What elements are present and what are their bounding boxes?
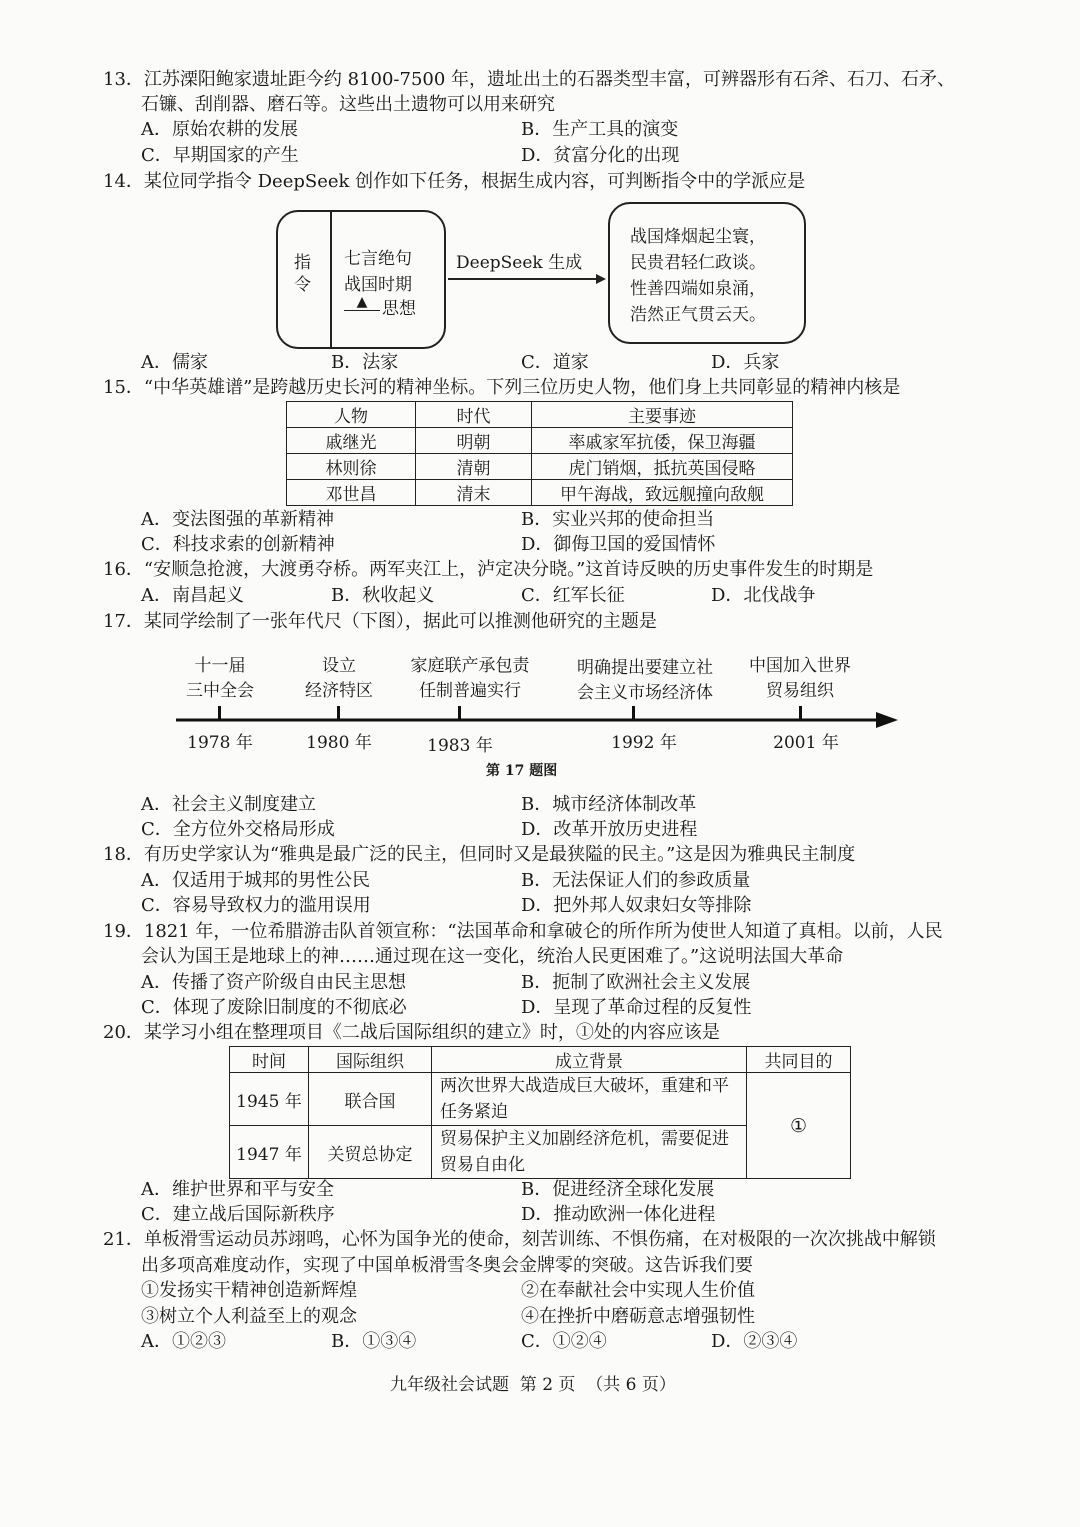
instruction-line3: 思想 [382, 299, 416, 319]
event-line: 贸易组织 [766, 681, 834, 701]
q14-option-b: B．法家 [331, 352, 399, 373]
arrow-label: DeepSeek 生成 [456, 253, 583, 273]
heroes-table [286, 401, 793, 506]
q18-stem: 18．有历史学家认为“雅典是最广泛的民主，但同时又是最狭隘的民主。”这是因为雅典民主制度 [103, 844, 856, 865]
q20-option-a: A．维护世界和平与安全 [141, 1179, 334, 1200]
q13-stem-line2: 石镰、刮削器、磨石等。这些出土遗物可以用来研究 [141, 94, 555, 115]
q17-stem: 17．某同学绘制了一张年代尺（下图），据此可以推测他研究的主题是 [103, 611, 657, 632]
q19-option-d: D．呈现了革命过程的反复性 [521, 997, 752, 1018]
q20-option-d: D．推动欧洲一体化进程 [521, 1204, 716, 1225]
table-cell: 1945 年 [230, 1073, 309, 1126]
timeline-event-1992 [560, 656, 730, 706]
timeline-tick [799, 706, 802, 720]
table-row [287, 480, 793, 506]
poem-line3: 性善四端如泉涌， [630, 279, 766, 299]
q20-option-b: B．促进经济全球化发展 [521, 1179, 715, 1200]
q21-statement-3: ③树立个人利益至上的观念 [141, 1306, 357, 1327]
q18-option-b: B．无法保证人们的参政质量 [521, 870, 751, 891]
instruction-line1: 七言绝句 [344, 249, 412, 269]
event-line: 会主义市场经济体 [577, 683, 713, 703]
q15-option-a: A．变法图强的革新精神 [141, 509, 334, 530]
merged-cell-blank: ① [747, 1073, 851, 1179]
table-cell: 关贸总协定 [309, 1126, 432, 1179]
table-cell: 甲午海战，致远舰撞向敌舰 [532, 480, 793, 506]
timeline-year: 2001 年 [773, 733, 839, 753]
q16-option-a: A．南昌起义 [141, 585, 244, 606]
q17-option-a: A．社会主义制度建立 [141, 794, 316, 815]
event-line: 十一届 [194, 656, 246, 676]
table-cell: 贸易保护主义加剧经济危机，需要促进贸易自由化 [432, 1126, 747, 1179]
table-row [230, 1073, 851, 1126]
q21-statement-2: ②在奉献社会中实现人生价值 [521, 1280, 755, 1301]
q15-stem: 15．“中华英雄谱”是跨越历史长河的精神坐标。下列三位历史人物，他们身上共同彰显的精神内核是 [103, 377, 901, 398]
timeline-year: 1983 年 [427, 736, 493, 756]
table-header: 时代 [416, 402, 532, 428]
table-cell: 1947 年 [230, 1126, 309, 1179]
q16-option-c: C．红军长征 [521, 585, 625, 606]
q19-option-b: B．扼制了欧洲社会主义发展 [521, 972, 751, 993]
q18-option-a: A．仅适用于城邦的男性公民 [141, 870, 370, 891]
q21-statement-1: ①发扬实干精神创造新辉煌 [141, 1280, 357, 1301]
q13-option-a: A．原始农耕的发展 [141, 119, 298, 140]
table-cell: 两次世界大战造成巨大破坏，重建和平任务紧迫 [432, 1073, 747, 1126]
timeline-axis [176, 710, 902, 730]
timeline-tick [632, 706, 635, 720]
q20-option-c: C．建立战后国际新秩序 [141, 1204, 335, 1225]
event-line: 明确提出要建立社 [577, 658, 713, 678]
table-header: 人物 [287, 402, 416, 428]
q15-option-c: C．科技求索的创新精神 [141, 534, 335, 555]
q16-stem: 16．“安顺急抢渡，大渡勇夺桥。两军夹江上，泸定决分晓。”这首诗反映的历史事件发生的时期是 [103, 559, 874, 580]
table-header: 主要事迹 [532, 402, 793, 428]
timeline-year: 1992 年 [611, 733, 677, 753]
table-cell: 邓世昌 [287, 480, 416, 506]
timeline-event-1980 [279, 654, 399, 704]
timeline-event-1983 [395, 654, 545, 704]
q18-option-c: C．容易导致权力的滥用误用 [141, 895, 371, 916]
table-header: 共同目的 [747, 1047, 851, 1073]
q19-option-c: C．体现了废除旧制度的不彻底必 [141, 997, 407, 1018]
table-row [287, 428, 793, 454]
table-header: 国际组织 [309, 1047, 432, 1073]
table-header: 成立背景 [432, 1047, 747, 1073]
poem-box [608, 202, 806, 344]
q13-option-d: D．贫富分化的出现 [521, 145, 680, 166]
q14-option-a: A．儒家 [141, 352, 208, 373]
table-cell: 林则徐 [287, 454, 416, 480]
timeline-year: 1978 年 [187, 733, 253, 753]
q13-stem-line1: 13．江苏溧阳鲍家遗址距今约 8100-7500 年，遗址出土的石器类型丰富，可辨器形有石斧、石刀、石矛、 [103, 69, 956, 90]
q18-option-d: D．把外邦人奴隶妇女等排除 [521, 895, 752, 916]
q17-option-b: B．城市经济体制改革 [521, 794, 697, 815]
timeline-tick [218, 706, 221, 720]
q20-stem: 20．某学习小组在整理项目《二战后国际组织的建立》时，①处的内容应该是 [103, 1022, 720, 1043]
poem-line4: 浩然正气贯云天。 [630, 305, 766, 325]
event-line: 经济特区 [305, 681, 373, 701]
q15-option-d: D．御侮卫国的爱国情怀 [521, 534, 716, 555]
q14-option-c: C．道家 [521, 352, 589, 373]
q19-stem-line1: 19．1821 年，一位希腊游击队首领宣称：“法国革命和拿破仑的所作所为使世人知道了真相。以前，人民 [103, 921, 943, 942]
q21-stem-line1: 21．单板滑雪运动员苏翊鸣，心怀为国争光的使命，刻苦训练、不惧伤痛，在对极限的一次次挑战中解锁 [103, 1229, 936, 1250]
instruction-line2: 战国时期 [344, 275, 412, 295]
event-line: 设立 [322, 656, 356, 676]
table-cell: 戚继光 [287, 428, 416, 454]
arrow-right-icon [446, 272, 608, 286]
q19-stem-line2: 会认为国王是地球上的神……通过现在这一变化，统治人民更困难了。”这说明法国大革命 [141, 946, 844, 967]
figure-caption: 第 17 题图 [486, 763, 558, 779]
q19-option-a: A．传播了资产阶级自由民主思想 [141, 972, 406, 993]
poem-line2: 民贵君轻仁政谈。 [630, 253, 766, 273]
q21-option-b: B．①③④ [331, 1331, 417, 1352]
q15-option-b: B．实业兴邦的使命担当 [521, 509, 715, 530]
q21-option-d: D．②③④ [711, 1331, 798, 1352]
q21-option-a: A．①②③ [141, 1331, 226, 1352]
event-line: 三中全会 [186, 681, 254, 701]
event-line: 家庭联产承包责 [410, 656, 530, 676]
table-cell: 虎门销烟，抵抗英国侵略 [532, 454, 793, 480]
table-cell: 联合国 [309, 1073, 432, 1126]
instruction-box [276, 210, 446, 349]
q16-option-b: B．秋收起义 [331, 585, 435, 606]
event-line: 中国加入世界 [749, 656, 851, 676]
q13-option-c: C．早期国家的产生 [141, 145, 299, 166]
poem-line1: 战国烽烟起尘寰， [630, 227, 766, 247]
q16-option-d: D．北伐战争 [711, 585, 816, 606]
event-line: 任制普遍实行 [419, 681, 521, 701]
timeline-tick [337, 706, 340, 720]
table-cell: 明朝 [416, 428, 532, 454]
table-cell: 率戚家军抗倭，保卫海疆 [532, 428, 793, 454]
page-footer: 九年级社会试题 第 2 页 （共 6 页） [390, 1375, 676, 1395]
instruction-blank: ▲ [344, 294, 380, 311]
table-header: 时间 [230, 1047, 309, 1073]
q13-option-b: B．生产工具的演变 [521, 119, 679, 140]
q14-option-d: D．兵家 [711, 352, 780, 373]
q21-option-c: C．①②④ [521, 1331, 607, 1352]
q17-option-c: C．全方位外交格局形成 [141, 819, 335, 840]
q14-stem: 14．某位同学指令 DeepSeek 创作如下任务，根据生成内容，可判断指令中的学派应是 [103, 171, 806, 192]
timeline-event-2001 [730, 654, 870, 704]
table-cell: 清朝 [416, 454, 532, 480]
instruction-label: 指令 [294, 253, 311, 295]
q21-stem-line2: 出多项高难度动作，实现了中国单板滑雪冬奥会金牌零的突破。这告诉我们要 [141, 1255, 753, 1276]
q17-option-d: D．改革开放历史进程 [521, 819, 698, 840]
timeline-tick [458, 706, 461, 720]
timeline-event-1978 [160, 654, 280, 704]
instruction-divider [330, 212, 332, 347]
table-cell: 清末 [416, 480, 532, 506]
organizations-table [229, 1046, 851, 1179]
timeline-year: 1980 年 [306, 733, 372, 753]
table-row [287, 454, 793, 480]
q21-statement-4: ④在挫折中磨砺意志增强韧性 [521, 1306, 755, 1327]
